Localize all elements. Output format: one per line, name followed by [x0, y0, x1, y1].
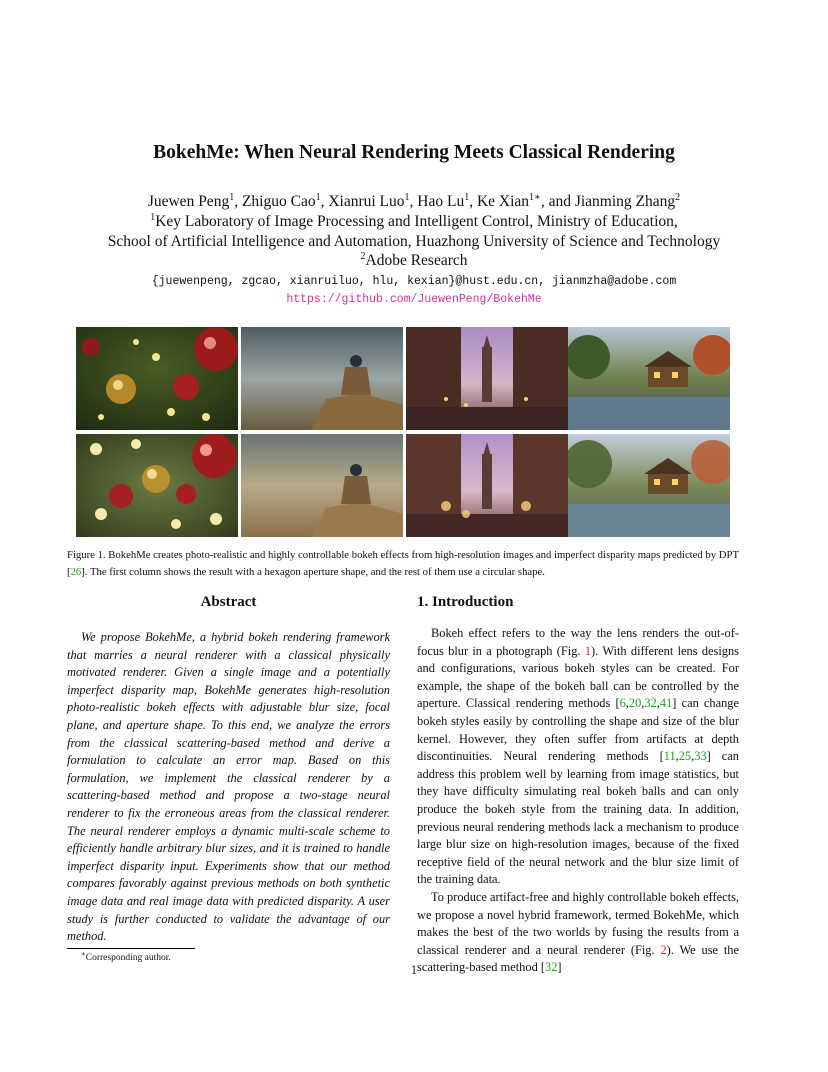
author-name: Hao Lu — [417, 193, 465, 210]
affiliation-1: $^1$Key Laboratory of Image Processing and Intelligent Control, Ministry of Education, — [150, 211, 678, 230]
figure-ref[interactable]: 1 — [584, 643, 592, 658]
photo-cottage-painting — [568, 327, 730, 430]
citation-ref[interactable]: 20 — [628, 696, 642, 711]
citation-ref[interactable]: 32 — [545, 960, 558, 975]
paper-title: BokehMe: When Neural Rendering Meets Classical Rendering — [153, 142, 675, 163]
photo-man-on-rock-bokeh — [241, 434, 403, 537]
citation-ref[interactable]: 41 — [659, 696, 673, 711]
footnote-rule — [67, 948, 195, 949]
affiliation-3: $^2$Adobe Research — [360, 250, 468, 269]
page-number: 1 — [410, 963, 418, 977]
author-affiliation-mark: 1∗ — [529, 191, 541, 203]
photo-city-street-bokeh — [406, 434, 568, 537]
citation-ref[interactable]: 11 — [663, 749, 676, 764]
author-affiliation-mark: 2 — [675, 191, 681, 203]
introduction-body — [417, 625, 739, 977]
photo-cottage-painting-bokeh — [568, 434, 730, 537]
intro-paragraph-2: To produce artifact-free and highly controllable bokeh effects, we propose a novel hybrid framework, termed BokehMe, which makes the best of the two worlds by fusing the results from a classical renderer and a neural renderer (Fig. 2). We use the scattering-based method [32] — [417, 889, 739, 975]
author-affiliation-mark: 1 — [229, 191, 235, 203]
author-emails: {juewenpeng, zgcao, xianruiluo, hlu, kexian}@hust.edu.cn, jianmzha@adobe.com — [151, 275, 677, 288]
citation-ref[interactable]: 25 — [678, 749, 692, 764]
photo-city-street — [406, 327, 568, 430]
figure-1-caption: Figure 1. BokehMe creates photo-realistic and highly controllable bokeh effects from high-resolution images and imperfect disparity maps predicted by DPT [26]. The first column shows the result with a hexagon aperture shape, and the rest of them use a circular shape. — [67, 549, 739, 578]
photo-man-on-rock — [241, 327, 403, 430]
author-name: Ke Xian — [476, 193, 530, 210]
repo-link[interactable]: https://github.com/JuewenPeng/BokehMe — [286, 293, 542, 306]
author-affiliation-mark: 1 — [464, 191, 470, 203]
author-affiliation-mark: 1 — [315, 191, 321, 203]
citation-ref[interactable]: 32 — [644, 696, 657, 711]
author-name: Jianming Zhang — [574, 193, 676, 210]
figure-1-grid — [76, 327, 730, 537]
figure-ref[interactable]: 2 — [660, 942, 667, 957]
photo-christmas-ornaments-hexagon — [76, 327, 238, 430]
author-name: Zhiguo Cao — [241, 193, 316, 210]
author-name: Juewen Peng — [147, 193, 230, 210]
citation-ref[interactable]: 33 — [694, 749, 707, 764]
abstract-body: We propose BokehMe, a hybrid bokeh rendering framework that marries a neural renderer with a classical physically motivated renderer. Given a single image and a potentially imperfect disparity map, BokehMe generates high-resolution photo-realistic bokeh effects with adjustable blur size, focal plane, and aperture shape. To this end, we analyze the errors from the classical scattering-based method and derive a formulation to calculate an error map. Based on this formulation, we implement the classical renderer by a scattering-based method and propose a two-stage neural renderer to fix the erroneous areas from the classical renderer. The neural renderer employs a dynamic multi-scale scheme to efficiently handle arbitrary blur sizes, and it is trained to handle imperfect disparity input. Experiments show that our method compares favorably against previous methods on both synthetic image data and real image data with predicted disparity. A user study is further conducted to validate the advantage of our method. — [67, 630, 390, 944]
affiliation-2: School of Artificial Intelligence and Automation, Huazhong University of Science and Technology — [107, 233, 721, 250]
citation-ref[interactable]: 6 — [619, 696, 626, 711]
author-name: Xianrui Luo — [328, 193, 405, 210]
author-list: Juewen Peng$^1$, Zhiguo Cao$^1$, Xianrui Luo$^1$, Hao Lu$^1$, Ke Xian$^{1∗}$, and Jianming Zhang$^2$ — [147, 191, 681, 210]
intro-paragraph-1: Bokeh effect refers to the way the lens renders the out-of-focus blur in a photograph (Fig. 1). With different lens designs and configurations, various bokeh styles can be created. For example, the shape of the bokeh ball can be controlled by the aperture. Classical rendering methods [6,20,32,41] can change bokeh styles easily by controlling the shape and size of the blur kernel. However, they often suffer from artifacts at depth discontinuities. Neural rendering methods [11,25,33] can address this problem well by learning from image statistics, but they have difficulty simulating real bokeh balls and can only produce the bokeh style from the training data. In addition, previous neural rendering methods lack a mechanism to produce large blur size on high-resolution images, because of the fixed receptive field of the neural network and the blur size limit of the training data. — [417, 626, 739, 887]
photo-christmas-ornaments-circle — [76, 434, 238, 537]
introduction-heading: 1. Introduction — [417, 594, 514, 610]
citation-ref[interactable]: 26 — [70, 566, 82, 578]
author-affiliation-mark: 1 — [404, 191, 410, 203]
abstract-heading: Abstract — [200, 594, 257, 610]
footnote: ∗Corresponding author. — [81, 949, 171, 963]
